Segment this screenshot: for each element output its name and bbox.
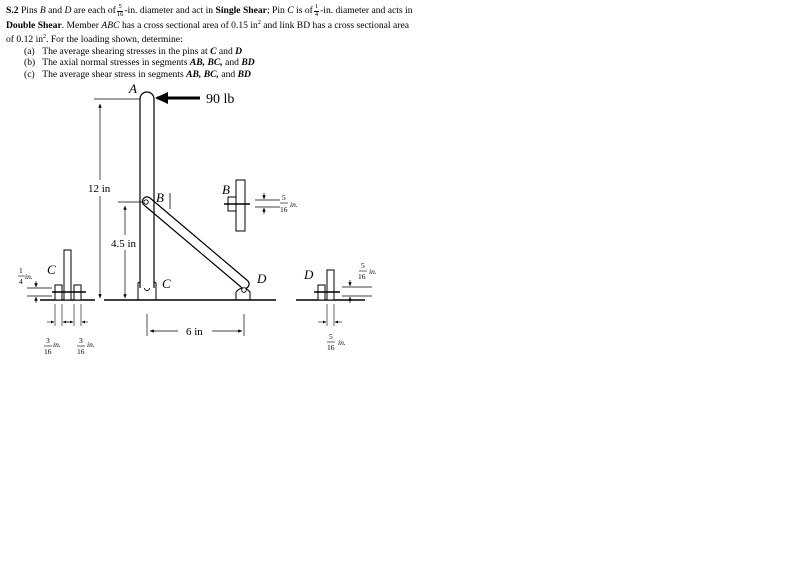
detail-c-left-den: 16 — [44, 347, 52, 356]
detail-d-label: D — [304, 267, 314, 282]
pin-d-ref: D — [64, 5, 72, 17]
detail-c-left-num: 3 — [46, 336, 50, 345]
member-abc — [140, 92, 154, 288]
member-ref: ABC — [101, 20, 120, 32]
label-d: D — [257, 271, 267, 286]
double-shear-term: Double Shear — [6, 20, 62, 32]
item-mid: and — [221, 68, 236, 80]
frac-den: 16 — [116, 10, 124, 18]
detail-b — [224, 180, 288, 231]
item-emph: BD — [237, 68, 251, 80]
single-shear-term: Single Shear — [215, 5, 267, 17]
load-arrow — [155, 92, 200, 104]
text-seg6: -in. diameter and acts in — [320, 5, 413, 17]
label-a: A — [129, 81, 137, 96]
detail-c-side-num: 1 — [19, 266, 23, 275]
item-label: (c) — [24, 68, 35, 80]
detail-d-bottom-unit: in. — [338, 338, 346, 347]
problem-number: S.2 — [6, 5, 19, 17]
item-mid: and — [218, 45, 233, 57]
detail-c-side-den: 4 — [19, 277, 23, 286]
frac-den: 4 — [314, 10, 319, 18]
detail-d-bottom-den: 16 — [327, 343, 335, 352]
item-emph: AB, BC, — [189, 57, 223, 69]
detail-c-label: C — [47, 262, 56, 277]
item-text: The average shearing stresses in the pins at — [42, 45, 208, 57]
superscript: 2 — [257, 20, 261, 26]
dim-12in-label: 12 in — [88, 183, 111, 195]
load-label: 90 lb — [206, 92, 235, 107]
text-seg3: -in. diameter and act in — [124, 5, 214, 17]
item-emph: AB, BC, — [186, 68, 219, 80]
dimension-12in — [94, 99, 140, 298]
item-text: The axial normal stresses in segments — [42, 57, 188, 69]
detail-d-bottom-num: 5 — [329, 332, 333, 341]
detail-c-right-unit: in. — [87, 340, 95, 349]
detail-c-right-num: 3 — [79, 336, 83, 345]
detail-d-side-den: 16 — [358, 272, 366, 281]
text-seg5: is of — [296, 5, 313, 17]
label-b: B — [156, 190, 164, 205]
detail-d-side-unit: in. — [369, 267, 377, 276]
frac-num: 5 — [118, 3, 122, 10]
text-seg2: are each of — [73, 5, 116, 17]
text-seg7: . Member — [61, 20, 100, 32]
detail-d-side-num: 5 — [361, 261, 365, 270]
detail-c-side-unit: in. — [25, 272, 33, 281]
text-seg1: Pins — [20, 5, 38, 17]
detail-c-right-den: 16 — [77, 347, 85, 356]
dim-4-5in-label: 4.5 in — [111, 238, 137, 250]
dim-6in-label: 6 in — [186, 326, 203, 338]
pin-b-ref: B — [39, 5, 46, 17]
pin-c-ref: C — [287, 5, 294, 17]
text-seg8: has a cross sectional area of 0.15 in — [121, 20, 258, 32]
detail-b-den: 16 — [280, 205, 288, 214]
text-and1: and — [48, 5, 63, 17]
detail-c — [18, 250, 95, 346]
detail-b-num: 5 — [282, 193, 286, 202]
text-seg10: . For the loading shown, determine: — [46, 33, 183, 45]
item-mid: and — [225, 57, 239, 69]
detail-b-label: B — [222, 182, 230, 197]
detail-c-left-unit: in. — [53, 340, 61, 349]
item-text: The average shear stress in segments — [42, 68, 184, 80]
item-emph: BD — [241, 57, 255, 69]
label-c: C — [162, 276, 171, 291]
frac-num: 1 — [314, 3, 319, 10]
detail-b-unit: in. — [290, 200, 298, 209]
superscript: 2 — [43, 33, 47, 40]
text-seg9: and link BD has a cross sectional area of 0.12 in — [6, 20, 409, 45]
text-seg4: ; Pin — [266, 5, 285, 17]
item-emph: C — [210, 45, 217, 57]
item-emph: D — [235, 45, 243, 57]
item-label: (a) — [24, 45, 35, 57]
item-label: (b) — [24, 57, 36, 69]
